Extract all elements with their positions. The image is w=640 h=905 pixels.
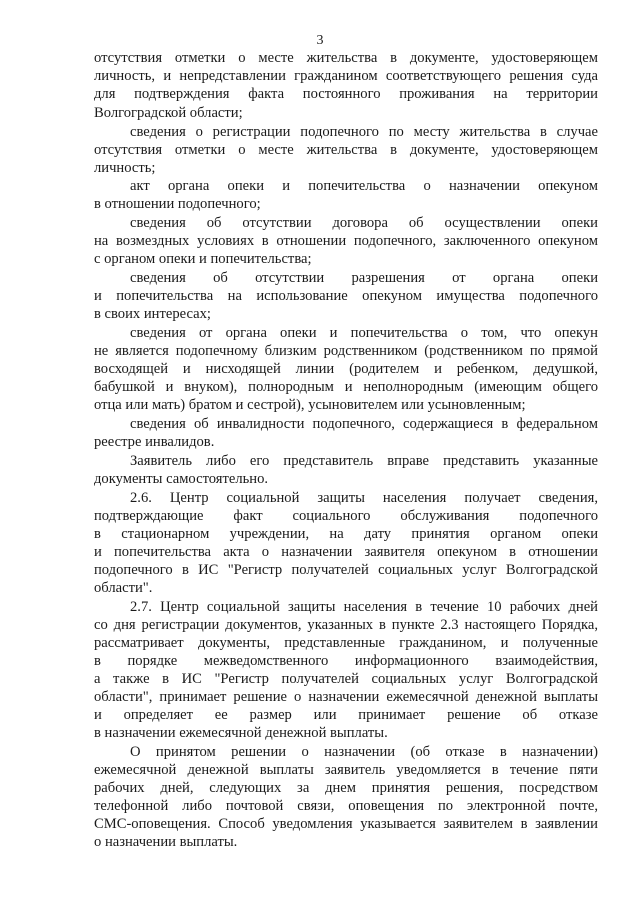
text-line: в отношении подопечного;: [94, 196, 261, 212]
text-line: рассматривает документы, представленные гражданином, и полученные: [94, 635, 598, 651]
text-line: сведения о регистрации подопечного по месту жительства в случае: [130, 124, 598, 140]
text-line: сведения от органа опеки и попечительства о том, что опекун: [130, 325, 598, 341]
text-line: и попечительства на использование опекуном имущества подопечного: [94, 288, 598, 304]
text-line: отсутствия отметки о месте жительства в документе, удостоверяющем: [94, 50, 598, 66]
text-line: сведения об отсутствии договора об осуществлении опеки: [130, 215, 598, 231]
text-line: с органом опеки и попечительства;: [94, 251, 312, 267]
text-line: области".: [94, 580, 153, 596]
text-line: акт органа опеки и попечительства о назначении опекуном: [130, 178, 598, 194]
text-line: О принятом решении о назначении (об отказе в назначении): [130, 744, 598, 760]
text-line: сведения об отсутствии разрешения от органа опеки: [130, 270, 598, 286]
text-line: 2.6. Центр социальной защиты населения получает сведения,: [130, 490, 598, 506]
text-line: телефонной либо почтовой связи, оповещения по электронной почте,: [94, 798, 598, 814]
text-line: личность;: [94, 160, 156, 176]
text-line: бабушкой и внуком), полнородным и неполнородным (имеющим общего: [94, 379, 598, 395]
text-line: для подтверждения факта постоянного проживания на территории: [94, 86, 598, 102]
text-line: в порядке межведомственного информационного взаимодействия,: [94, 653, 598, 669]
text-line: реестре инвалидов.: [94, 434, 215, 450]
text-line: подтверждающие факт социального обслуживания подопечного: [94, 508, 598, 524]
text-line: не является подопечному близким родственником (родственником по прямой: [94, 343, 598, 359]
text-line: со дня регистрации документов, указанных в пункте 2.3 настоящего Порядка,: [94, 617, 598, 633]
text-line: отца или мать) братом и сестрой), усыновителем или усыновленным;: [94, 397, 526, 413]
text-line: о назначении выплаты.: [94, 834, 238, 850]
text-line: ежемесячной денежной выплаты заявитель уведомляется в течение пяти: [94, 762, 598, 778]
text-line: личность, и непредставлении гражданином соответствующего решения суда: [94, 68, 598, 84]
text-line: на возмездных условиях в отношении подопечного, заключенного опекуном: [94, 233, 598, 249]
text-line: СМС-оповещения. Способ уведомления указывается заявителем в заявлении: [94, 816, 598, 832]
text-line: а также в ИС "Регистр получателей социальных услуг Волгоградской: [94, 671, 598, 687]
text-line: документы самостоятельно.: [94, 471, 269, 487]
text-line: Заявитель либо его представитель вправе представить указанные: [130, 453, 598, 469]
page-number: 3: [316, 33, 324, 48]
text-line: 2.7. Центр социальной защиты населения в течение 10 рабочих дней: [130, 599, 598, 615]
text-line: и попечительства акта о назначении заявителя опекуном в отношении: [94, 544, 598, 560]
text-line: рабочих дней, следующих за днем принятия решения, посредством: [94, 780, 598, 796]
text-line: области", принимает решение о назначении ежемесячной денежной выплаты: [94, 689, 598, 705]
text-line: и определяет ее размер или принимает решение об отказе: [94, 707, 598, 723]
text-line: Волгоградской области;: [94, 105, 243, 121]
text-line: в своих интересах;: [94, 306, 211, 322]
text-line: восходящей и нисходящей линии (родителем и ребенком, дедушкой,: [94, 361, 598, 377]
text-line: сведения об инвалидности подопечного, содержащиеся в федеральном: [130, 416, 598, 432]
text-line: подопечного в ИС "Регистр получателей социальных услуг Волгоградской: [94, 562, 598, 578]
text-line: отсутствия отметки о месте жительства в документе, удостоверяющем: [94, 142, 598, 158]
text-line: в стационарном учреждении, на дату принятия органом опеки: [94, 526, 598, 542]
text-line: в назначении ежемесячной денежной выплаты.: [94, 725, 388, 741]
